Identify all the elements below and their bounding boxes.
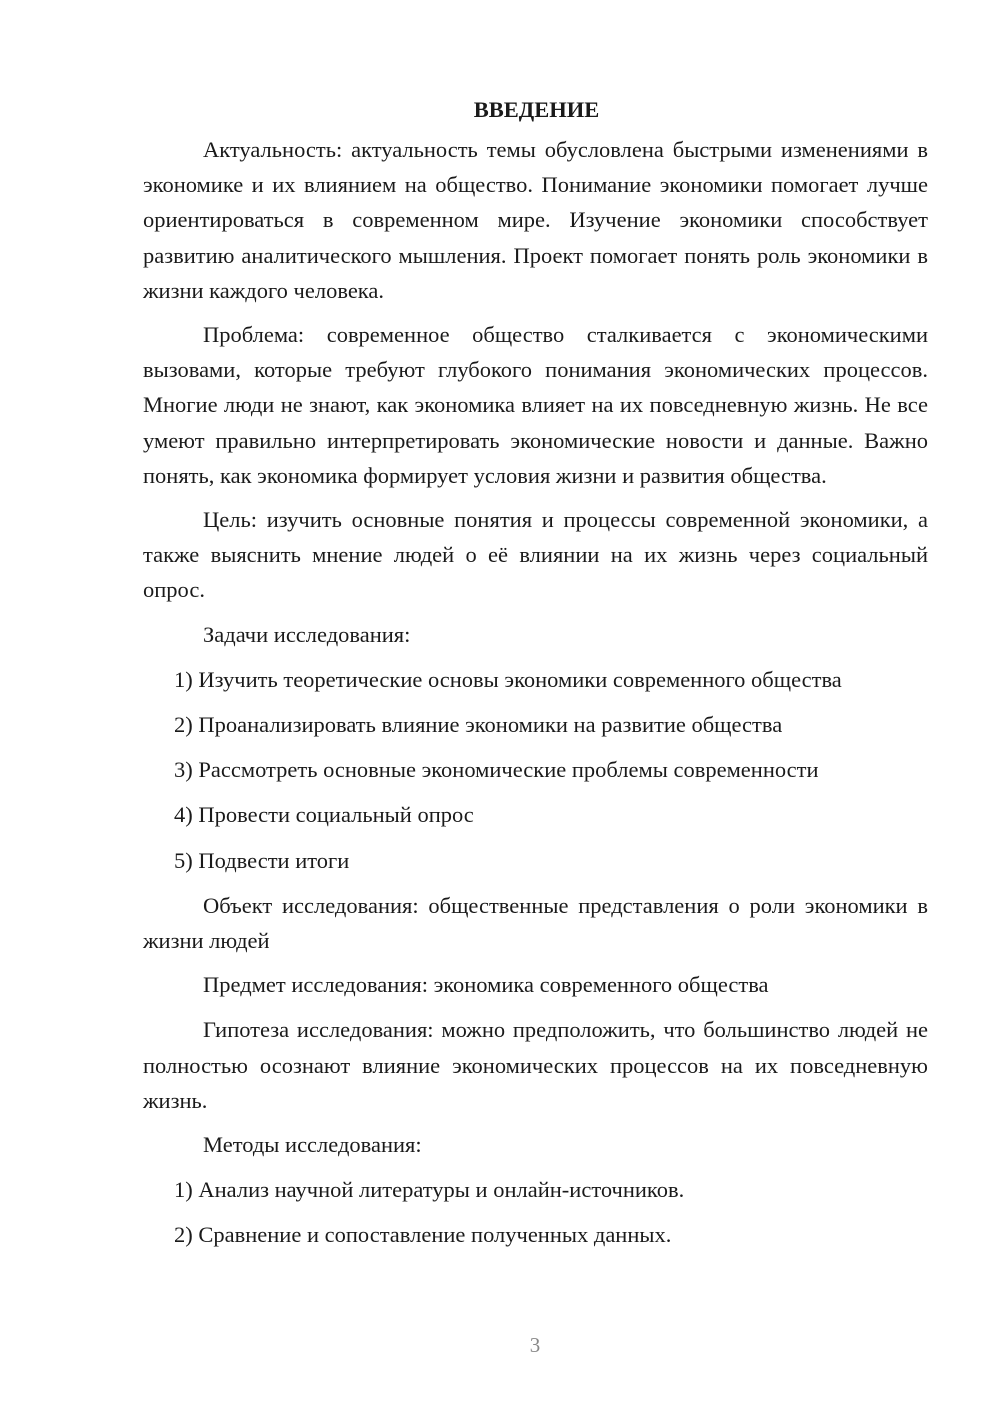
tasks-heading: Задачи исследования:	[203, 621, 411, 647]
task-item: 4) Провести социальный опрос	[174, 802, 474, 828]
method-item: 1) Анализ научной литературы и онлайн-источников.	[174, 1177, 685, 1203]
relevance-paragraph: Актуальность: актуальность темы обусловлена быстрыми изменениями в экономике и их влиянием на общество. Понимание экономики помогает лучше ориентироваться в современном мире. Изучение экономики способствует развитию аналитического мышления. Проект помогает понять роль экономики в жизни каждого человека.	[143, 137, 928, 303]
problem-paragraph: Проблема: современное общество сталкивается с экономическими вызовами, которые требуют глубокого понимания экономических процессов. Многие люди не знают, как экономика влияет на их повседневную жизнь. Не все умеют правильно интерпретировать экономические новости и данные. Важно понять, как экономика формирует условия жизни и развития общества.	[143, 322, 928, 488]
task-item: 5) Подвести итоги	[174, 847, 350, 873]
object-paragraph: Объект исследования: общественные представления о роли экономики в жизни людей	[143, 892, 928, 954]
section-title: ВВЕДЕНИЕ	[473, 97, 600, 122]
task-item: 3) Рассмотреть основные экономические проблемы современности	[174, 757, 819, 783]
task-item: 2) Проанализировать влияние экономики на развитие общества	[174, 712, 783, 738]
document-page	[143, 92, 928, 1263]
goal-paragraph: Цель: изучить основные понятия и процессы современной экономики, а также выяснить мнение людей о её влиянии на их жизнь через социальный опрос.	[143, 507, 928, 603]
hypothesis-paragraph: Гипотеза исследования: можно предположить, что большинство людей не полностью осознают влияние экономических процессов на их повседневную жизнь.	[143, 1017, 928, 1113]
methods-heading: Методы исследования:	[203, 1132, 422, 1158]
page-number: 3	[529, 1333, 541, 1357]
method-item: 2) Сравнение и сопоставление полученных данных.	[174, 1222, 672, 1248]
subject-paragraph: Предмет исследования: экономика современного общества	[203, 972, 769, 998]
task-item: 1) Изучить теоретические основы экономики современного общества	[174, 666, 842, 692]
